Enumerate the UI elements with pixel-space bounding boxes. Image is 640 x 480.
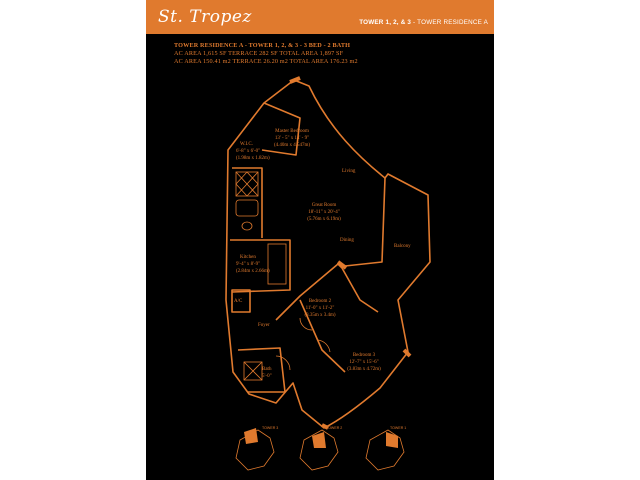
- ac-name: A/C: [234, 299, 243, 304]
- great-name: Great Room: [311, 203, 337, 208]
- floor-plan: [146, 0, 494, 480]
- bath-hatch: [244, 362, 262, 380]
- bedroom3-name: Bedroom 3: [352, 353, 376, 358]
- tub-fixture: [236, 200, 258, 216]
- bath-dim1: 5'-0": [262, 374, 272, 379]
- foyer-name: Foyer: [258, 323, 270, 328]
- master-name: Master Bedroom: [275, 129, 309, 134]
- key-plan-tower-1: [366, 426, 406, 470]
- service-wall: [232, 168, 262, 238]
- bedroom2-dim2: (3.35m x 3.4m): [304, 313, 336, 318]
- bedroom3-dim2: (3.83m x 4.72m): [347, 367, 381, 372]
- bedroom2-dim1: 11'-0" x 11'-2": [305, 306, 335, 311]
- header-title-bold: TOWER 1, 2, & 3: [359, 19, 412, 26]
- master-dim2: (4.40m x 4.547m): [273, 143, 311, 148]
- brand-logo: St. Tropez: [158, 7, 252, 27]
- key-plan-label: TOWER 2: [326, 426, 343, 430]
- bedroom3-dim1: 12'-7" x 15'-6": [349, 360, 379, 365]
- living-name: Living: [342, 169, 356, 174]
- dining-name: Dining: [340, 238, 354, 243]
- wic-dim2: (1.98m x 1.82m): [236, 156, 270, 161]
- kitchen-name: Kitchen: [240, 255, 256, 260]
- header-title-rest: - TOWER RESIDENCE A: [411, 19, 488, 26]
- kitchen-dim2: (2.84m x 2.66m): [236, 269, 270, 274]
- balcony-name: Balcony: [394, 244, 411, 249]
- toilet-fixture: [242, 222, 252, 230]
- window-mark: [338, 262, 346, 268]
- balcony-wall: [345, 178, 385, 266]
- wic-name: W.I.C.: [240, 142, 254, 147]
- great-dim2: (5.76m x 6.19m): [307, 217, 341, 222]
- bedroom2-name: Bedroom 2: [308, 299, 332, 304]
- key-plan-label: TOWER 1: [390, 426, 407, 430]
- spec-area-m2-line: AC AREA 150.41 m2 TERRACE 26.20 m2 TOTAL AREA 176.23 m2: [174, 58, 358, 65]
- wic-dim1: 6'-8" x 6'-0": [236, 149, 261, 154]
- bath-name: Bath: [262, 367, 272, 372]
- bedroom-wall: [276, 264, 378, 320]
- plan-outline: [226, 80, 430, 428]
- kitchen-dim1: 9'-4" x 8'-9": [236, 262, 261, 267]
- spec-residence-line: TOWER RESIDENCE A - TOWER 1, 2, & 3 - 3 BED - 2 BATH: [174, 42, 351, 49]
- spec-area-sf-line: AC AREA 1,615 SF TERRACE 282 SF TOTAL AREA 1,897 SF: [174, 50, 344, 57]
- key-plan-tower-2: [300, 426, 342, 470]
- key-plan-label: TOWER 3: [262, 426, 279, 430]
- counter-fixture: [268, 244, 286, 284]
- key-plan-tower-3: [236, 426, 278, 470]
- shower-hatch: [236, 172, 258, 196]
- master-dim1: 13' - 5" x 14' - 9": [274, 136, 310, 141]
- great-dim1: 18'-11" x 20'-4": [308, 210, 340, 215]
